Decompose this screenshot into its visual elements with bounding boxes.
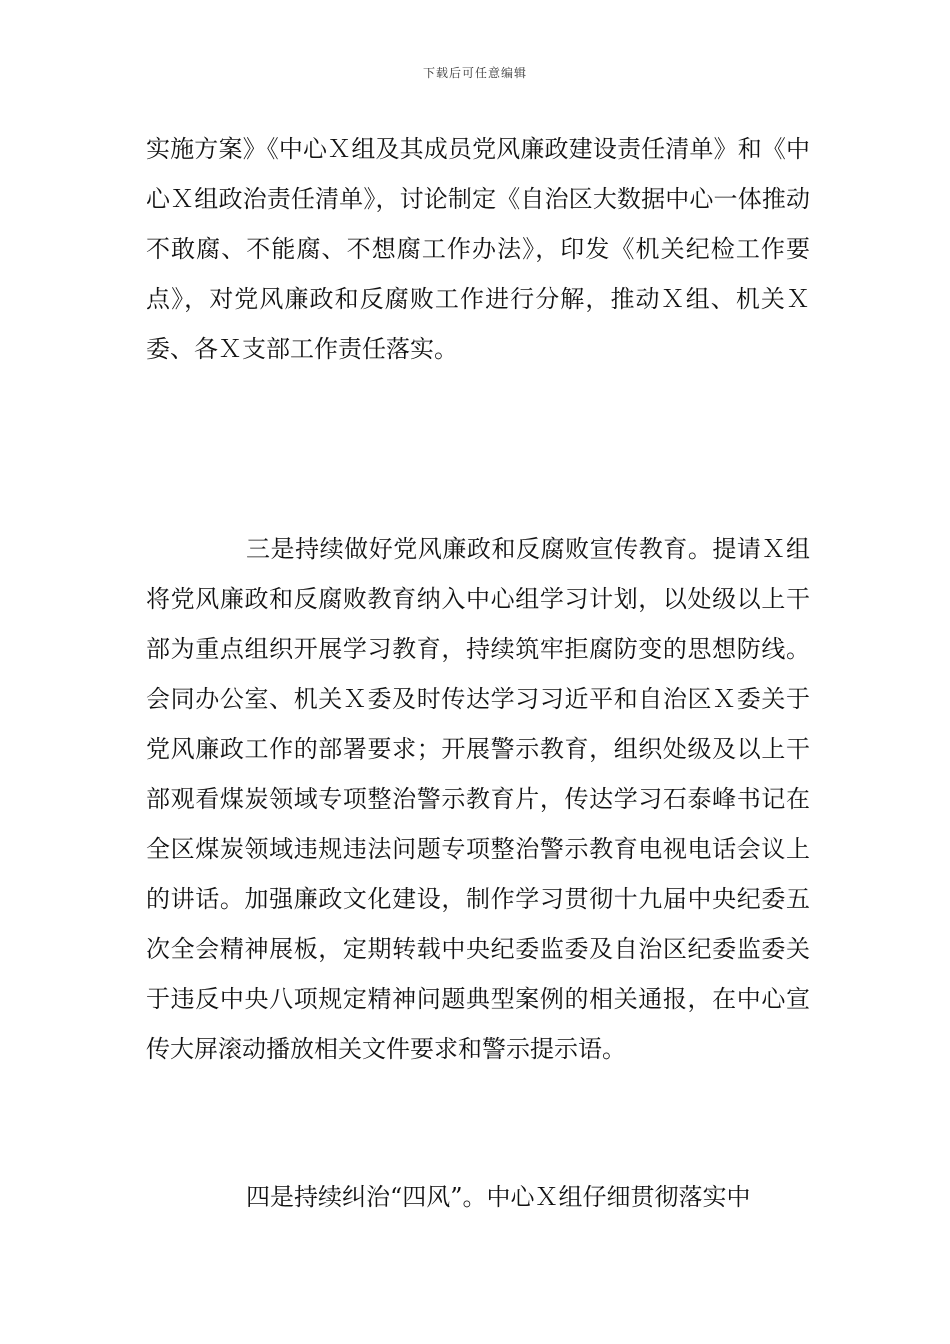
page-header-note: 下载后可任意编辑 — [422, 66, 527, 80]
paragraph-anti-corruption-education: 三是持续做好党风廉政和反腐败宣传教育。提请Ｘ组将党风廉政和反腐败教育纳入中心组学习计划，以处级以上干部为重点组织开展学习教育，持续筑牢拒腐防变的思想防线。会同办公室、机关Ｘ委及时传达学习习近平和自治区Ｘ委关于党风廉政工作的部署要求；开展警示教育，组织处级及以上干部观看煤炭领域专项整治警示教育片，传达学习石泰峰书记在全区煤炭领域违规违法问题专项整治警示教育电视电话会议上的讲话。加强廉政文化建设，制作学习贯彻十九届中央纪委五次全会精神展板，定期转载中央纪委监委及自治区纪委监委关于违反中央八项规定精神问题典型案例的相关通报，在中心宣传大屏滚动播放相关文件要求和警示提示语。 — [146, 535, 810, 1063]
paragraph-four-styles: 四是持续纠治“四风”。中心Ｘ组仔细贯彻落实中 — [246, 1183, 751, 1211]
paragraph-responsibility-list: 实施方案》《中心Ｘ组及其成员党风廉政建设责任清单》和《中心Ｘ组政治责任清单》，讨论制定《自治区大数据中心一体推动不敢腐、不能腐、不想腐工作办法》，印发《机关纪检工作要点》，对党风廉政和反腐败工作进行分解，推动Ｘ组、机关Ｘ委、各Ｘ支部工作责任落实。 — [146, 135, 810, 363]
